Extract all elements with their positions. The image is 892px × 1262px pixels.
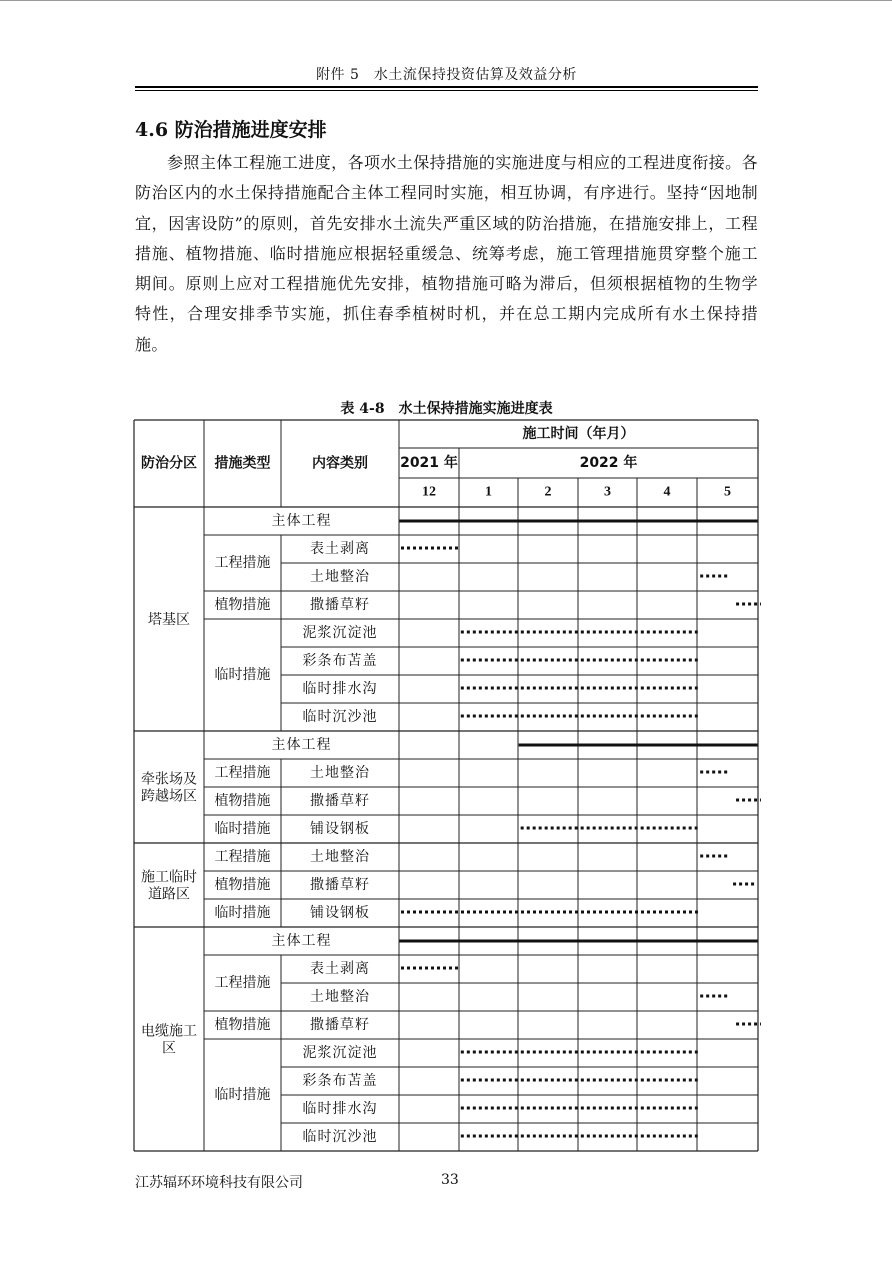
- content-label: 临时排水沟: [302, 681, 378, 697]
- header-zone: 防治分区: [141, 455, 197, 472]
- content-label: 表土剥离: [310, 961, 370, 977]
- measure-type-label: 植物措施: [214, 877, 271, 893]
- header-time: 施工时间（年月）: [522, 426, 635, 442]
- content-label: 表土剥离: [310, 541, 370, 557]
- measure-type-label: 工程措施: [214, 765, 271, 781]
- measure-type-label: 植物措施: [214, 1017, 271, 1033]
- content-label: 土地整治: [310, 989, 370, 1005]
- content-label: 撒播草籽: [310, 1017, 370, 1033]
- measure-type-label: 临时措施: [214, 1087, 271, 1103]
- table-caption: 表 4-8 水土保持措施实施进度表: [340, 401, 553, 417]
- main-project-label: 主体工程: [271, 933, 332, 949]
- content-label: 土地整治: [310, 569, 370, 585]
- content-label: 临时沉沙池: [302, 1129, 378, 1145]
- zone-name: 牵张场及跨越场区: [141, 771, 197, 805]
- content-label: 泥浆沉淀池: [302, 1045, 378, 1061]
- header-measure-type: 措施类型: [214, 455, 271, 472]
- header-month: 1: [485, 484, 492, 500]
- header-content: 内容类别: [312, 455, 368, 472]
- measure-type-label: 临时措施: [214, 821, 271, 837]
- content-label: 铺设钢板: [310, 905, 370, 921]
- measure-type-label: 工程措施: [214, 555, 271, 571]
- paragraph-text: 参照主体工程施工进度，各项水土保持措施的实施进度与相应的工程进度衔接。各防治区内的水土保持措施配合主体工程同时实施，相互协调，有序进行。坚持“因地制宜，因害设防”的原则，首先安排水土流失严重区域的防治措施，在措施安排上，工程措施、植物措施、临时措施应根据轻重缓急、统筹考虑，施工管理措施贯穿整个施工期间。原则上应对工程措施优先安排，植物措施可略为滞后，但须根据植物的生物学特性，合理安排季节实施，抓住春季植树时机，并在总工期内完成所有水土保持措施。: [135, 153, 758, 354]
- measure-type-label: 植物措施: [214, 793, 271, 809]
- content-label: 彩条布苫盖: [302, 1073, 378, 1089]
- content-label: 土地整治: [310, 765, 370, 781]
- header-month: 2: [544, 484, 552, 500]
- measure-type-label: 植物措施: [214, 597, 271, 613]
- measure-type-label: 临时措施: [214, 905, 271, 921]
- content-label: 临时排水沟: [302, 1101, 378, 1117]
- content-label: 撒播草籽: [310, 597, 370, 613]
- main-project-label: 主体工程: [271, 737, 332, 753]
- measure-type-label: 工程措施: [214, 975, 271, 991]
- content-label: 彩条布苫盖: [302, 653, 378, 669]
- content-label: 撒播草籽: [310, 877, 370, 893]
- header-month: 4: [663, 484, 671, 500]
- zone-name: 塔基区: [148, 612, 190, 628]
- content-label: 泥浆沉淀池: [302, 625, 378, 641]
- running-header: 附件 5 水土流保持投资估算及效益分析: [316, 67, 577, 83]
- header-year-2022: 2022 年: [579, 455, 638, 471]
- header-month: 3: [604, 484, 611, 500]
- zone-name: 施工临时道路区: [141, 869, 197, 903]
- measure-type-label: 临时措施: [214, 667, 271, 683]
- header-year-2021: 2021 年: [400, 455, 458, 471]
- header-month: 5: [724, 484, 731, 500]
- footer-company: 江苏辐环环境科技有限公司: [135, 1175, 303, 1191]
- measure-type-label: 工程措施: [214, 849, 271, 865]
- zone-name: 电缆施工区: [141, 1023, 197, 1057]
- content-label: 撒播草籽: [310, 793, 370, 809]
- main-project-label: 主体工程: [271, 513, 332, 529]
- content-label: 临时沉沙池: [302, 709, 378, 725]
- content-label: 铺设钢板: [310, 821, 370, 837]
- page-number: 33: [441, 1172, 459, 1188]
- section-heading: 4.6 防治措施进度安排: [135, 119, 327, 141]
- header-month: 12: [422, 484, 436, 500]
- content-label: 土地整治: [310, 849, 370, 865]
